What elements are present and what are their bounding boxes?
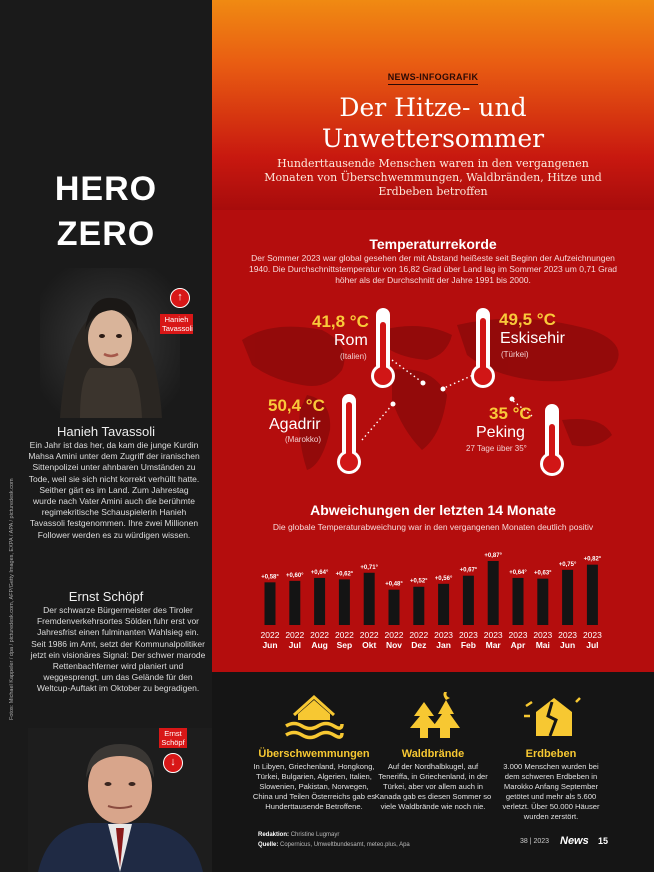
bar-value-label: +0,75° <box>558 561 577 568</box>
bar-value-label: +0,52° <box>410 578 428 585</box>
tick-year-label: 2023 <box>434 630 454 640</box>
bar-jul-2023 <box>587 565 598 625</box>
peking-temp: 35 °C <box>489 404 532 423</box>
tick-year-label: 2023 <box>533 630 553 640</box>
fire-block <box>374 748 492 812</box>
bar-jan-2023 <box>438 584 449 625</box>
tick-year-label: 2023 <box>582 630 602 640</box>
peking-city: Peking <box>476 424 525 441</box>
tick-year-label: 2022 <box>310 630 330 640</box>
chart-subtitle: Die globale Temperaturabweichung war in den vergangenen Monaten deutlich positiv <box>272 522 594 532</box>
photo-credit: Fotos: Michael Kappeler / dpa / picturedesk.com, AFP/Getty Images, EXPA / APA / picturedesk.com <box>9 478 15 720</box>
tick-year-label: 2023 <box>483 630 503 640</box>
tick-month-label: Jun <box>262 640 278 650</box>
rom-country: (Italien) <box>340 352 367 361</box>
bar-value-label: +0,64° <box>509 569 527 576</box>
bar-value-label: +0,60° <box>286 572 304 579</box>
title-line2: Unwettersommer <box>321 124 545 153</box>
chart-title: Abweichungen der letzten 14 Monate <box>310 502 556 518</box>
person1-tag: Hanieh Tavassoli <box>162 315 193 333</box>
quake-text: 3.000 Menschen wurden bei dem schweren Erdbeben in Marokko Anfang September getötet und mehr als 5.600 verletzt. Über 50.000 Häuser wurden zerstört. <box>502 762 600 821</box>
page-title <box>212 92 654 154</box>
page-number: 15 <box>598 836 609 846</box>
tick-month-label: Apr <box>510 640 526 650</box>
thermometers <box>212 300 654 490</box>
footer-quelle <box>258 842 410 848</box>
earthquake-icon <box>522 692 582 740</box>
eskisehir-temp: 49,5 °C <box>499 310 556 329</box>
bar-value-label: +0,71° <box>360 564 378 571</box>
tick-year-label: 2022 <box>359 630 379 640</box>
records-text: Der Sommer 2023 war global gesehen der mit Abstand heißeste seit Beginn der Aufzeichnungen 1940. Die Durchschnittstemperatur von 16,82 Grad über Land lag im Sommer 2023 um 0,71 Grad höher als der Durchschnitt der Jahre 1991 bis 2000. <box>248 253 618 285</box>
tick-month-label: Sep <box>336 640 353 650</box>
tick-month-label: Jul <box>288 640 301 650</box>
quake-title: Erdbeben <box>525 748 577 760</box>
tick-month-label: Jul <box>586 640 599 650</box>
bar-jul-2022 <box>289 581 300 625</box>
left-column <box>0 0 212 872</box>
eskisehir-city: Eskisehir <box>500 330 565 347</box>
tick-year-label: 2022 <box>384 630 404 640</box>
bar-value-label: +0,58° <box>261 574 279 581</box>
zero-label: ZERO <box>56 215 156 253</box>
fire-title: Waldbrände <box>401 748 465 760</box>
person1-name: Hanieh Tavassoli <box>56 424 156 439</box>
tick-year-label: 2023 <box>508 630 528 640</box>
wildfire-icon <box>406 692 462 742</box>
arrow-up-icon: ↑ <box>170 288 190 308</box>
portrait-hanieh-tavassoli <box>40 268 180 418</box>
tick-year-label: 2023 <box>558 630 578 640</box>
agadir-country: (Marokko) <box>285 435 322 444</box>
person2-text: Der schwarze Bürgermeister des Tiroler Fremdenverkehrsortes Sölden fuhr erst vor Jahresfrist einen fulminanten Wahlsieg ein. Seit 1986 im Amt, setzt der Kommunalpolitiker jetzt ein visionäres Signal: Der schwer marode Rettenbachferner wird planiert und weggesprengt, um das Gelände für den Weltcup-Auftakt im Oktober zu begradigen. <box>30 605 206 694</box>
hero-label: HERO <box>54 170 158 208</box>
kicker <box>212 72 654 82</box>
tick-month-label: Aug <box>311 640 328 650</box>
tick-year-label: 2022 <box>260 630 280 640</box>
thermometer-peking-icon <box>540 404 564 476</box>
bar-value-label: +0,67° <box>459 567 478 574</box>
bar-mai-2023 <box>537 579 548 625</box>
footer-redaktion <box>258 832 339 838</box>
bar-mar-2023 <box>488 561 499 625</box>
bar-value-label: +0,64° <box>310 569 329 576</box>
redaktion-value: Christine Lugmayr <box>290 832 340 838</box>
brand-logo: News <box>560 835 589 847</box>
tick-month-label: Mar <box>485 640 501 650</box>
bar-value-label: +0,56° <box>434 575 453 582</box>
bar-okt-2022 <box>364 573 375 625</box>
portrait-ernst-schoepf <box>28 728 212 872</box>
flood-icon <box>284 694 344 740</box>
tick-month-label: Dez <box>411 640 427 650</box>
kicker-text: NEWS-INFOGRAFIK <box>388 72 479 85</box>
page-subtitle: Hunderttausende Menschen waren in den vergangenen Monaten von Überschwemmungen, Waldbränden, Hitze und Erdbeben betroffen <box>264 157 602 198</box>
tick-month-label: Feb <box>460 640 476 650</box>
tick-month-label: Nov <box>385 640 403 650</box>
quelle-label: Quelle: <box>258 842 279 848</box>
fire-text: Auf der Nordhalbkugel, auf Teneriffa, in Griechenland, in der Türkei, aber vor allem auch in Kanada gab es diesen Sommer so viele Waldbrände wie noch nie. <box>374 762 492 811</box>
redaktion-label: Redaktion: <box>258 832 290 838</box>
quelle-value: Copernicus, Umweltbundesamt, meteo.plus, Apa <box>280 842 410 848</box>
tick-month-label: Jan <box>436 640 451 650</box>
bar-jun-2023 <box>562 570 573 625</box>
bar-value-label: +0,48° <box>385 581 403 588</box>
issue-number: 38 | 2023 <box>520 838 550 845</box>
quake-block <box>496 748 606 822</box>
bar-value-label: +0,82° <box>583 556 602 563</box>
bar-apr-2023 <box>513 578 524 625</box>
tick-year-label: 2022 <box>409 630 429 640</box>
person2-name: Ernst Schöpf <box>68 589 144 604</box>
person2-tag: Ernst Schöpf <box>159 728 187 748</box>
tick-month-label: Mai <box>535 640 550 650</box>
thermometer-agadir-icon <box>337 394 361 474</box>
rom-temp: 41,8 °C <box>312 312 369 331</box>
agadir-city: Agadrir <box>269 416 321 433</box>
peking-note: 27 Tage über 35° <box>466 444 527 453</box>
deviation-bar-chart <box>212 535 654 655</box>
bar-jun-2022 <box>265 582 276 625</box>
bar-aug-2022 <box>314 578 325 625</box>
bar-sep-2022 <box>339 579 350 625</box>
bar-value-label: +0,87° <box>484 553 502 559</box>
flood-block <box>252 748 376 812</box>
bar-value-label: +0,63° <box>534 570 552 577</box>
bar-value-label: +0,62° <box>335 571 354 578</box>
title-line1: Der Hitze- und <box>339 93 527 122</box>
flood-text: In Libyen, Griechenland, Hongkong, Türkei, Bulgarien, Algerien, Italien, Slowenien, Pakistan, Norwegen, China und Teilen Österreichs gab es Hunderttausende Betroffene. <box>252 762 376 811</box>
tick-year-label: 2022 <box>285 630 305 640</box>
tick-month-label: Jun <box>560 640 576 650</box>
agadir-temp: 50,4 °C <box>268 396 325 415</box>
flood-title: Überschwemmungen <box>258 748 370 760</box>
rom-city: Rom <box>334 332 368 349</box>
arrow-down-icon: ↓ <box>163 753 183 773</box>
tick-year-label: 2023 <box>458 630 478 640</box>
tick-month-label: Okt <box>362 640 377 650</box>
tick-year-label: 2022 <box>334 630 354 640</box>
records-title: Temperaturrekorde <box>369 236 497 252</box>
thermometer-rom-icon <box>371 308 395 388</box>
bar-dez-2022 <box>413 587 424 625</box>
bar-feb-2023 <box>463 576 474 625</box>
bar-nov-2022 <box>389 590 400 625</box>
thermometer-eskisehir-icon <box>471 308 495 388</box>
eskisehir-country: (Türkei) <box>501 350 529 359</box>
person1-text: Ein Jahr ist das her, da kam die junge Kurdin Mahsa Amini unter dem Zugriff der iranischen Sittenpolizei unter ahnbaren Umständen zu Tode, weil sie sich nicht korrekt verhüllt hatte. Seither gärt es im Land. Zum Jahrestag wurde nach Vater Amini auch die berühmte regimekritische Schauspielerin Hanieh Tavassoli festgenommen. Ihre zwei Millionen Follower werden es zu würdigen wissen. <box>28 440 200 540</box>
